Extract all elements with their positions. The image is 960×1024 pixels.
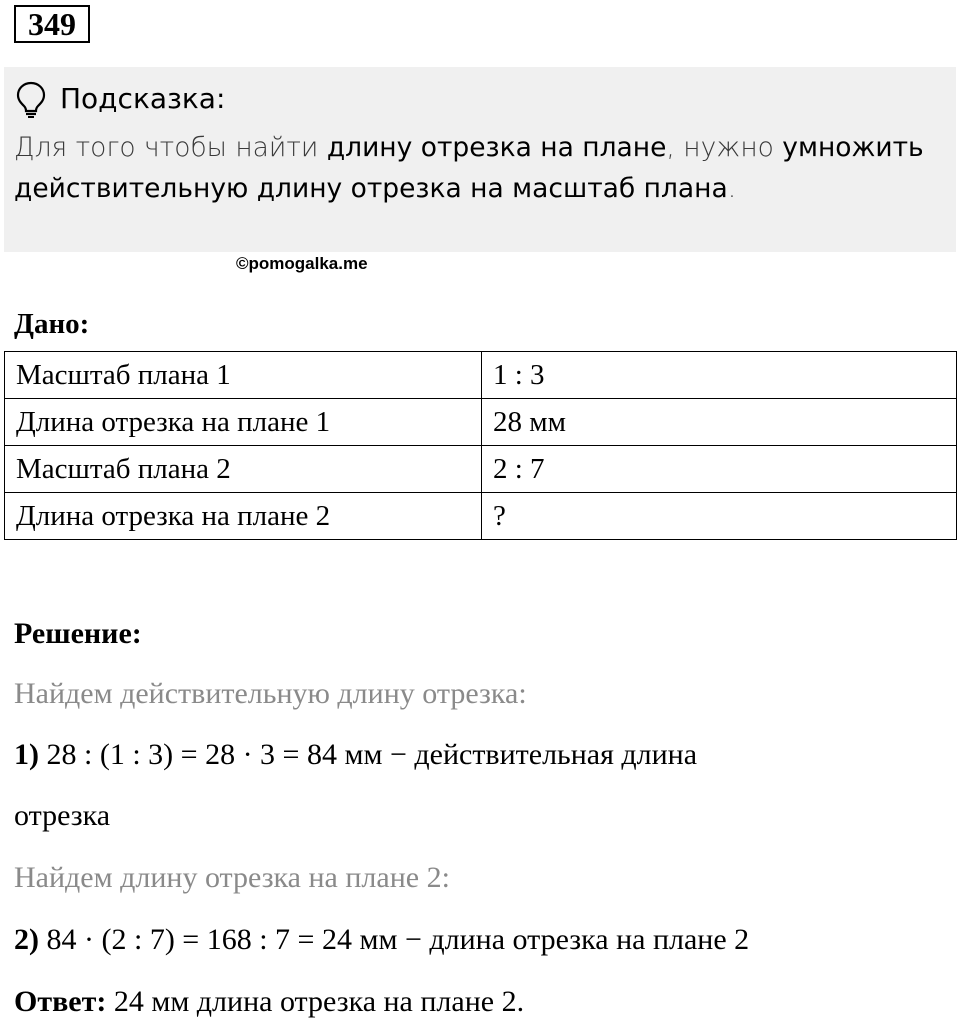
hint-text-part-2: , нужно — [666, 132, 783, 163]
hint-text-part-3: . — [727, 173, 737, 204]
table-row — [5, 446, 957, 493]
answer-label: Ответ: — [14, 985, 107, 1018]
solution-label: Решение: — [14, 617, 142, 650]
step-2-text: 84 · (2 : 7) = 168 : 7 = 24 мм − длина отрезка на плане 2 — [39, 923, 750, 956]
value-cell: 2 : 7 — [482, 446, 957, 493]
value-cell: ? — [482, 493, 957, 540]
solution-intro-1: Найдем действительную длину отрезка: — [14, 677, 527, 710]
value-cell: 1 : 3 — [482, 352, 957, 399]
hint-text-part-1: Для того чтобы найти — [14, 132, 327, 163]
solution-step-1 — [14, 735, 697, 775]
table-row — [5, 399, 957, 446]
lightbulb-icon — [14, 80, 48, 118]
solution-step-1-continuation: отрезка — [14, 799, 111, 832]
param-cell: Длина отрезка на плане 1 — [5, 399, 482, 446]
solution-answer — [14, 982, 524, 1022]
solution-intro-2: Найдем длину отрезка на плане 2: — [14, 861, 450, 894]
param-cell: Масштаб плана 2 — [5, 446, 482, 493]
value-cell: 28 мм — [482, 399, 957, 446]
solution-step-2 — [14, 920, 749, 960]
given-label: Дано: — [14, 308, 90, 340]
step-2-number: 2) — [14, 923, 39, 956]
copyright-text: ©pomogalka.me — [236, 254, 368, 273]
table-row — [5, 352, 957, 399]
hint-emphasis-2: умножить действительную длину отрезка на масштаб плана — [14, 132, 924, 204]
hint-text — [14, 127, 949, 209]
hint-title-text: Подсказка: — [60, 82, 226, 115]
param-cell: Масштаб плана 1 — [5, 352, 482, 399]
problem-number: 349 — [14, 5, 90, 43]
table-row — [5, 493, 957, 540]
step-1-text: 28 : (1 : 3) = 28 · 3 = 84 мм − действительная длина — [39, 738, 698, 771]
answer-text: 24 мм длина отрезка на плане 2. — [106, 985, 525, 1018]
param-cell: Длина отрезка на плане 2 — [5, 493, 482, 540]
step-1-number: 1) — [14, 738, 39, 771]
hint-emphasis-1: длину отрезка на плане — [326, 132, 667, 163]
hint-title — [14, 80, 225, 118]
given-table — [4, 351, 957, 540]
